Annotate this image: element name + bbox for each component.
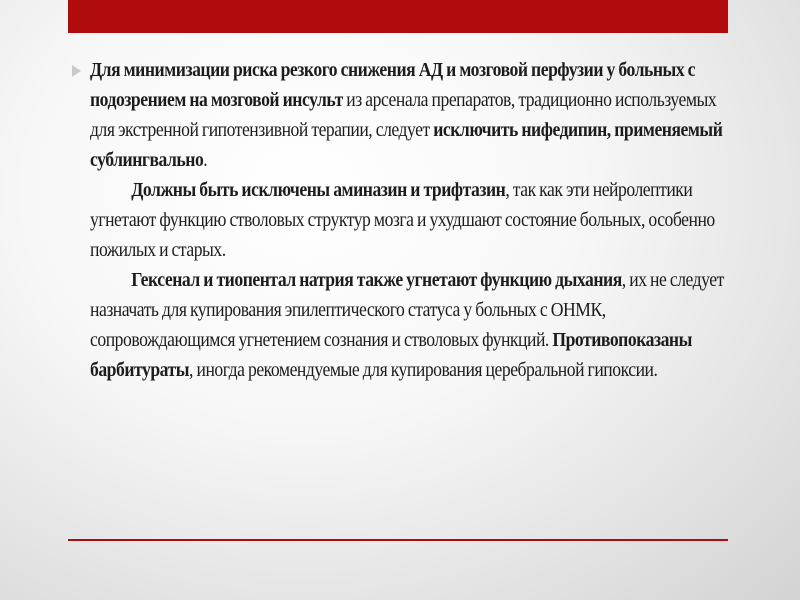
paragraph-1	[90, 55, 730, 175]
paragraph-2-bold-1: Должны быть исключены аминазин и трифтазин	[131, 179, 506, 201]
bullet-arrow-icon	[72, 65, 81, 77]
paragraph-3-text-1: , их не следует назначать для купирования эпилептического статуса у больных с ОНМК, сопровождающимся угнетением сознания и стволовых функций.	[90, 269, 724, 351]
paragraph-2-text-1: , так как эти нейролептики угнетают функцию стволовых структур мозга и ухудшают состояние больных, особенно пожилых и старых.	[90, 179, 715, 261]
paragraph-1-text-2: .	[203, 149, 208, 171]
paragraph-3-bold-1: Гексенал и тиопентал натрия также угнетают функцию дыхания	[131, 269, 622, 291]
paragraph-3-text-2: , иногда рекомендуемые для купирования церебральной гипоксии.	[189, 359, 658, 381]
paragraph-1-bold-1: Для минимизации риска резкого снижения АД и мозговой перфузии у больных с подозрением на мозговой инсульт	[90, 59, 696, 111]
paragraph-3	[90, 265, 730, 385]
paragraph-2	[90, 175, 730, 265]
paragraph-3-bold-2: Противопоказаны барбитураты	[90, 329, 692, 381]
slide-body	[90, 55, 730, 385]
paragraph-1-bold-2: исключить нифедипин, применяемый сублингвально	[90, 119, 723, 171]
top-accent-bar	[68, 0, 728, 33]
bottom-divider	[68, 539, 728, 541]
paragraph-1-text-1: из арсенала препаратов, традиционно используемых для экстренной гипотензивной терапии, следует	[90, 89, 717, 141]
